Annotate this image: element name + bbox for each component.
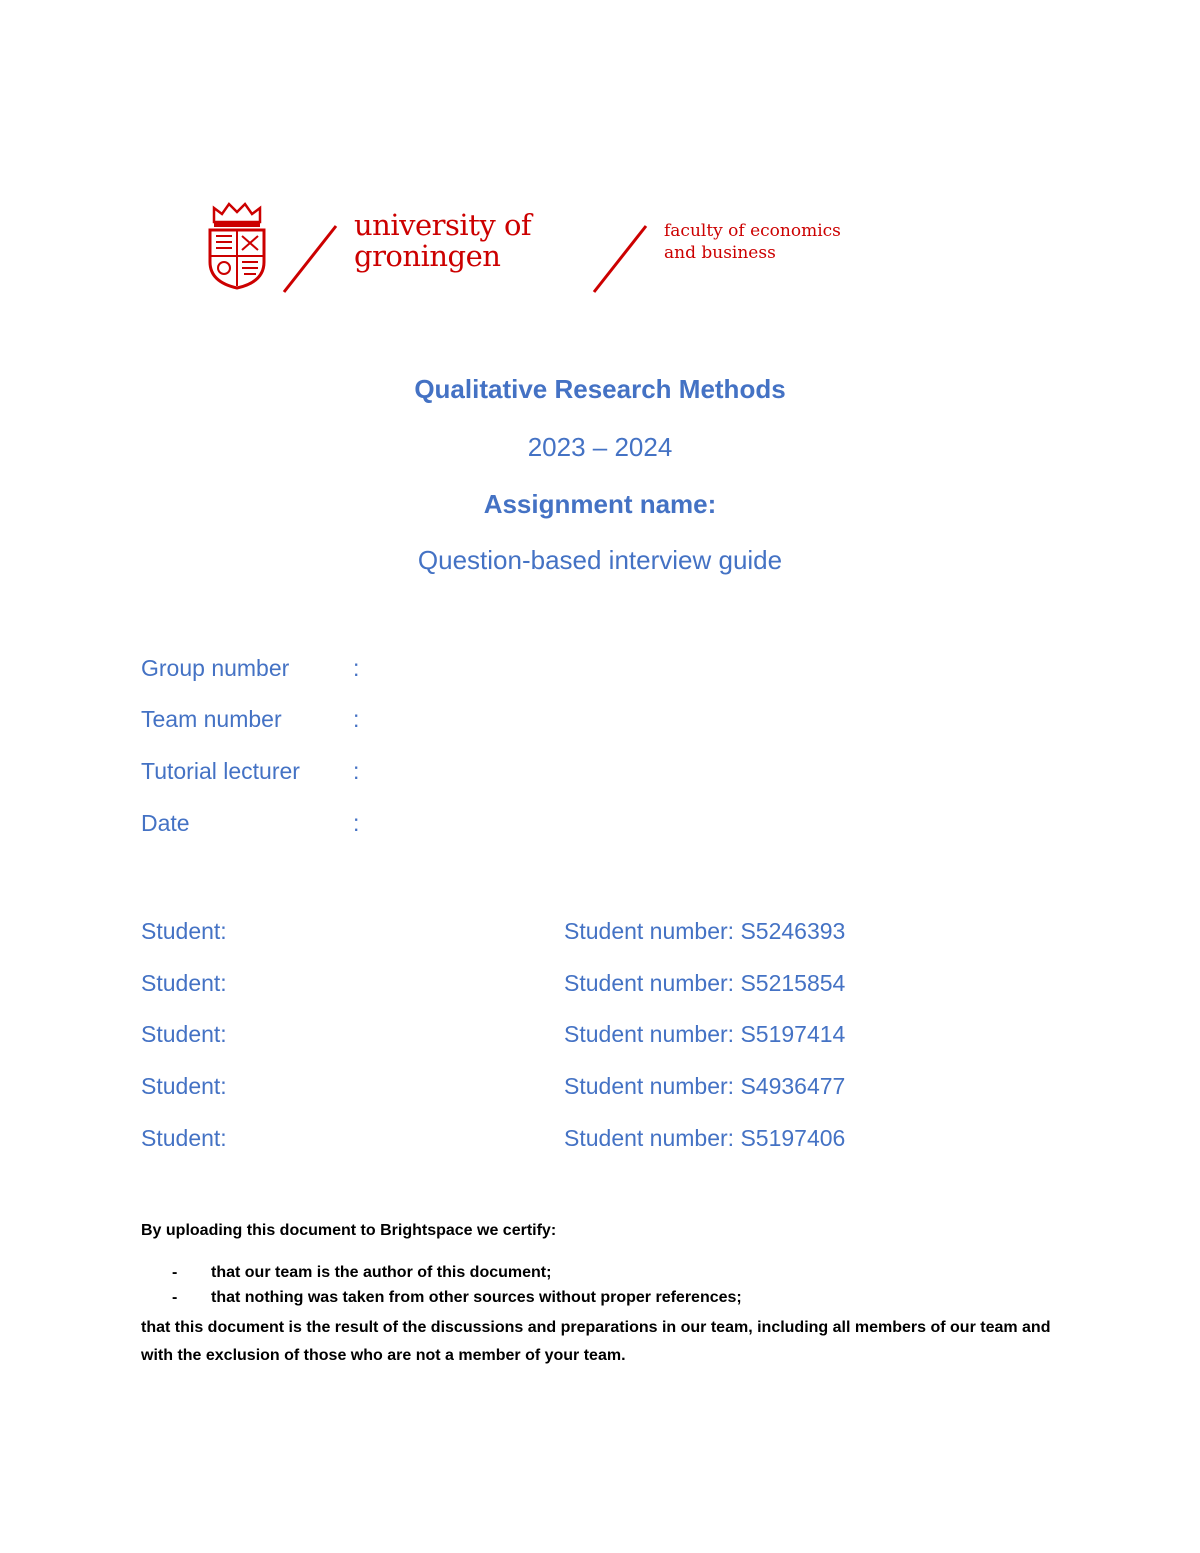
slash-divider-icon <box>280 198 340 296</box>
student-row <box>141 1125 1041 1155</box>
course-title: Qualitative Research Methods <box>414 374 786 404</box>
field-label: Tutorial lecturer <box>141 758 300 784</box>
university-name <box>354 210 531 272</box>
field-label: Date <box>141 810 190 836</box>
student-number: Student number: S4936477 <box>564 1073 846 1099</box>
student-label: Student: <box>141 1125 227 1151</box>
student-row <box>141 970 1041 1000</box>
student-number: Student number: S5215854 <box>564 970 846 996</box>
student-row <box>141 1073 1041 1103</box>
faculty-name-line2: and business <box>664 243 776 263</box>
student-row <box>141 918 1041 948</box>
field-colon: : <box>353 758 360 784</box>
student-label: Student: <box>141 918 227 944</box>
field-colon: : <box>353 655 360 681</box>
bullet-text: that nothing was taken from other sources without proper references; <box>211 1289 742 1306</box>
field-colon: : <box>353 810 360 836</box>
university-crest-icon <box>206 202 268 290</box>
faculty-name-line1: faculty of economics <box>664 221 841 241</box>
bullet-dash: - <box>172 1264 178 1281</box>
certification-statement: that this document is the result of the discussions and preparations in our team, including all members of our team and with the exclusion of those who are not a member of your team. <box>141 1319 1051 1364</box>
student-number: Student number: S5197414 <box>564 1021 846 1047</box>
slash-divider-icon <box>590 198 650 296</box>
field-tutorial-lecturer <box>141 758 359 785</box>
student-number: Student number: S5246393 <box>564 918 846 944</box>
field-label: Group number <box>141 655 290 681</box>
field-group-number <box>141 655 359 682</box>
student-label: Student: <box>141 970 227 996</box>
student-row <box>141 1021 1041 1051</box>
student-label: Student: <box>141 1073 227 1099</box>
student-label: Student: <box>141 1021 227 1047</box>
university-name-line2: groningen <box>354 239 501 273</box>
field-label: Team number <box>141 706 282 732</box>
academic-year: 2023 – 2024 <box>527 432 673 462</box>
field-team-number <box>141 706 359 733</box>
assignment-name: Question-based interview guide <box>417 545 783 575</box>
field-colon: : <box>353 706 360 732</box>
certification-intro: By uploading this document to Brightspace we certify: <box>141 1222 557 1239</box>
university-logo-header <box>200 198 900 298</box>
faculty-name <box>664 220 841 264</box>
student-number: Student number: S5197406 <box>564 1125 846 1151</box>
assignment-label: Assignment name: <box>483 489 717 519</box>
bullet-dash: - <box>172 1289 178 1306</box>
field-date <box>141 810 359 837</box>
university-name-line1: university of <box>354 208 532 242</box>
bullet-text: that our team is the author of this document; <box>211 1264 552 1281</box>
